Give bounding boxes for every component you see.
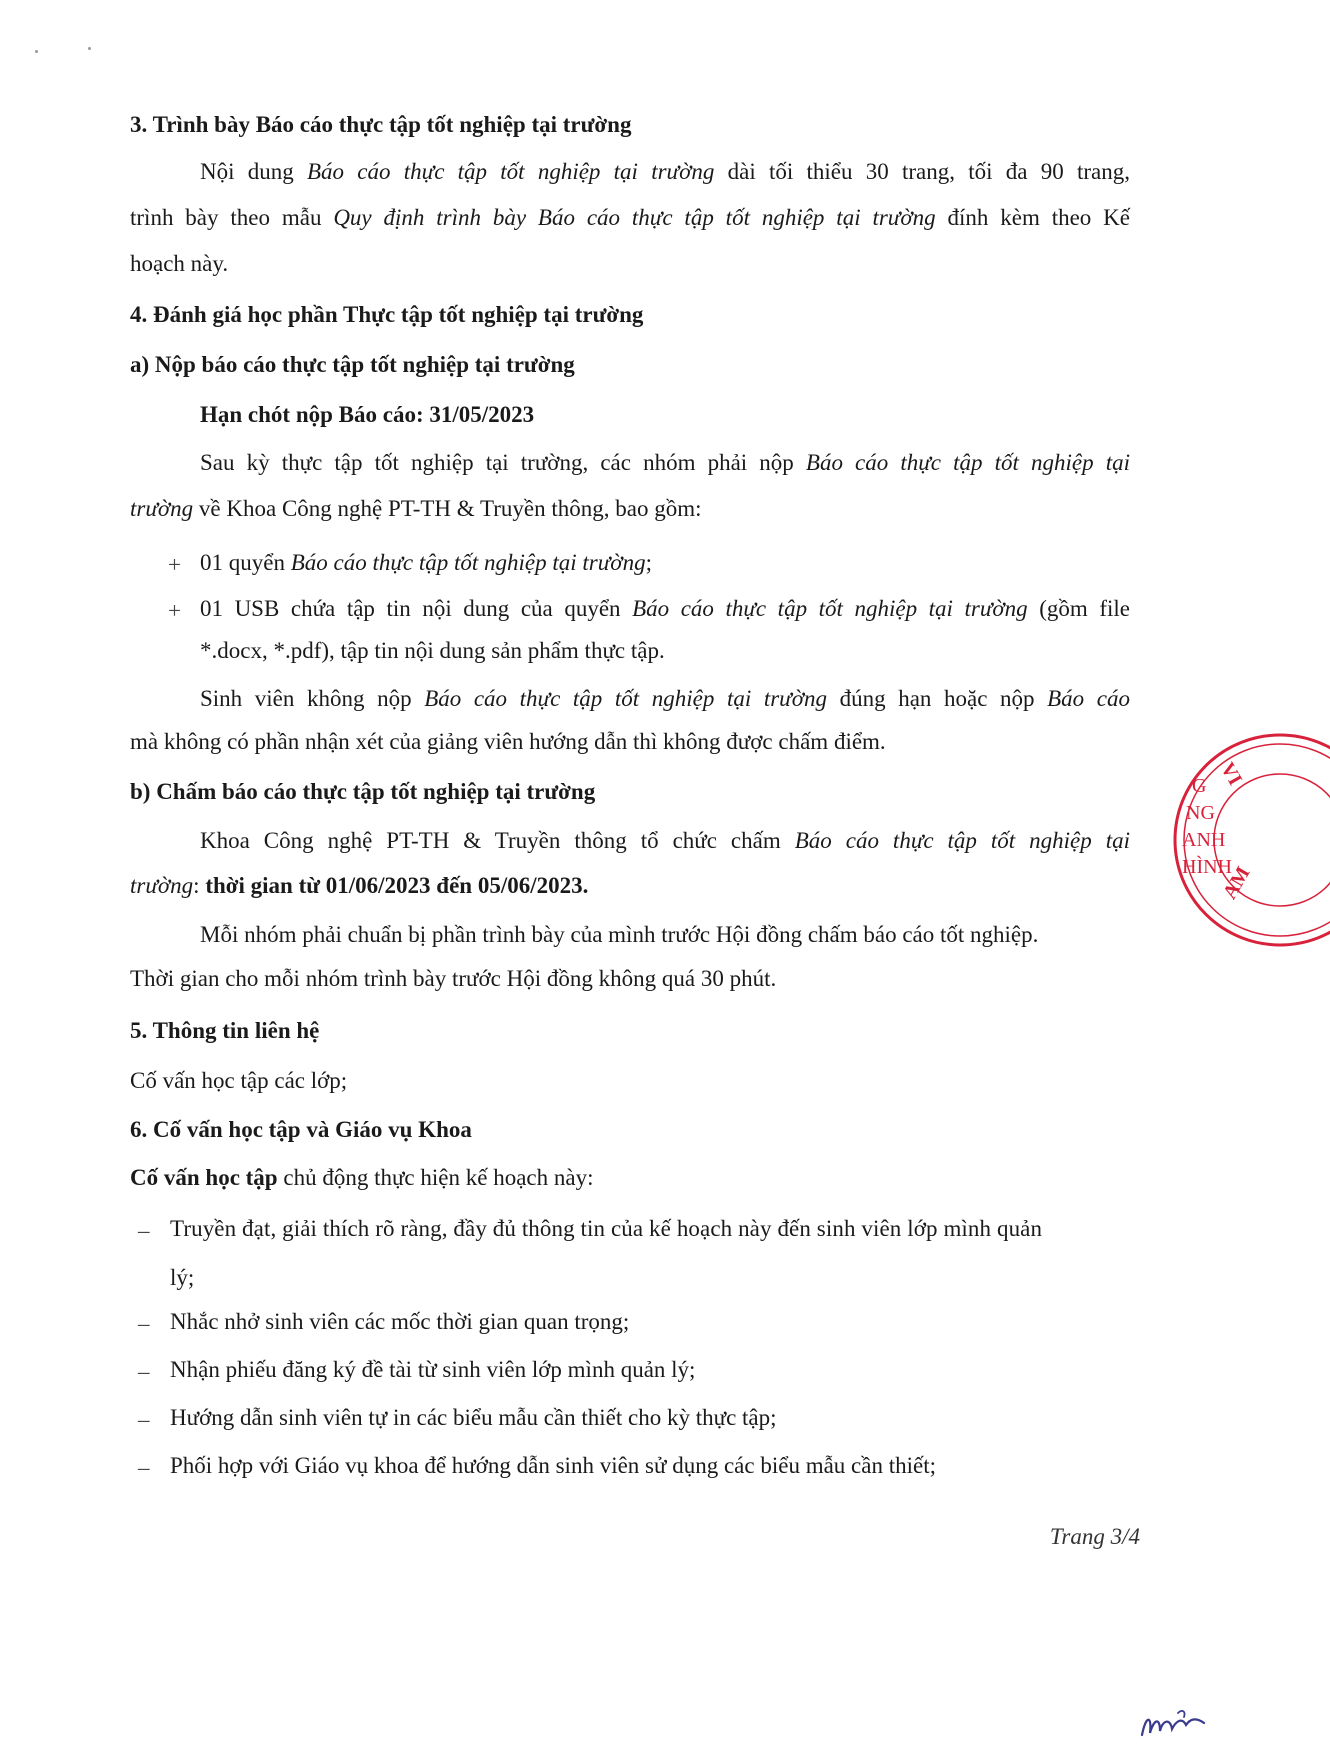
duty-item-2: Nhắc nhở sinh viên các mốc thời gian quan trọng;: [170, 1309, 630, 1334]
scan-speck: [88, 47, 91, 50]
submission-item-2-line-2: *.docx, *.pdf), tập tin nội dung sản phẩm thực tập.: [200, 638, 665, 663]
stamp-line-1: G: [1192, 775, 1207, 797]
dash-bullet-icon: –: [138, 1218, 150, 1243]
section-4b-paragraph-line-3: Mỗi nhóm phải chuẩn bị phần trình bày của mình trước Hội đồng chấm báo cáo tốt nghiệp.: [200, 922, 1039, 947]
dash-bullet-icon: –: [138, 1311, 150, 1336]
section-4a-note-line-2: mà không có phần nhận xét của giảng viên hướng dẫn thì không được chấm điểm.: [130, 729, 886, 754]
section-4b-paragraph-line-1: Khoa Công nghệ PT-TH & Truyền thông tổ chức chấm Báo cáo thực tập tốt nghiệp tại: [200, 828, 1131, 853]
section-6-intro: Cố vấn học tập chủ động thực hiện kế hoạch này:: [130, 1165, 594, 1190]
submission-item-2-line-1: 01 USB chứa tập tin nội dung của quyển Báo cáo thực tập tốt nghiệp tại trường (gồm file: [200, 596, 1130, 621]
duty-item-3: Nhận phiếu đăng ký đề tài từ sinh viên lớp mình quản lý;: [170, 1357, 696, 1382]
section-5-heading: 5. Thông tin liên hệ: [130, 1018, 320, 1043]
section-3-paragraph-line-2: trình bày theo mẫu Quy định trình bày Báo cáo thực tập tốt nghiệp tại trường đính kèm theo Kế: [130, 205, 1130, 230]
section-3-paragraph-line-3: hoạch này.: [130, 251, 229, 276]
section-4-heading: 4. Đánh giá học phần Thực tập tốt nghiệp tại trường: [130, 302, 644, 327]
signature-initials-icon: [1138, 1705, 1210, 1745]
plus-bullet-icon: +: [168, 552, 181, 577]
stamp-arc-text-bottom: AM: [1218, 863, 1255, 903]
dash-bullet-icon: –: [138, 1407, 150, 1432]
deadline-line: Hạn chót nộp Báo cáo: 31/05/2023: [200, 402, 535, 427]
section-4a-paragraph-line-2: trường về Khoa Công nghệ PT-TH & Truyền thông, bao gồm:: [130, 496, 702, 521]
section-4b-paragraph-line-2: trường: thời gian từ 01/06/2023 đến 05/06/2023.: [130, 873, 589, 898]
section-4a-paragraph-line-1: Sau kỳ thực tập tốt nghiệp tại trường, các nhóm phải nộp Báo cáo thực tập tốt nghiệp tại: [200, 450, 1130, 475]
stamp-arc-text-top: VI: [1216, 758, 1247, 790]
duty-item-1-line-1: Truyền đạt, giải thích rõ ràng, đầy đủ thông tin của kế hoạch này đến sinh viên lớp mình quản: [170, 1216, 1043, 1241]
duty-item-1-line-2: lý;: [170, 1265, 195, 1290]
scan-speck: [35, 50, 38, 53]
plus-bullet-icon: +: [168, 598, 181, 623]
section-3-heading: 3. Trình bày Báo cáo thực tập tốt nghiệp tại trường: [130, 112, 632, 137]
section-4b-heading: b) Chấm báo cáo thực tập tốt nghiệp tại trường: [130, 779, 596, 804]
stamp-line-2: NG: [1186, 802, 1215, 824]
stamp-line-4: HÌNH: [1182, 856, 1232, 878]
duty-item-5: Phối hợp với Giáo vụ khoa để hướng dẫn sinh viên sử dụng các biểu mẫu cần thiết;: [170, 1453, 936, 1478]
section-3-paragraph-line-1: Nội dung Báo cáo thực tập tốt nghiệp tại trường dài tối thiểu 30 trang, tối đa 90 trang,: [200, 159, 1130, 184]
dash-bullet-icon: –: [138, 1359, 150, 1384]
section-5-line: Cố vấn học tập các lớp;: [130, 1068, 348, 1093]
section-4a-heading: a) Nộp báo cáo thực tập tốt nghiệp tại trường: [130, 352, 575, 377]
stamp-line-3: ANH: [1182, 829, 1226, 851]
section-6-heading: 6. Cố vấn học tập và Giáo vụ Khoa: [130, 1117, 472, 1142]
official-stamp: [1170, 725, 1330, 955]
submission-item-1: 01 quyển Báo cáo thực tập tốt nghiệp tại trường;: [200, 550, 652, 575]
section-4a-note-line-1: Sinh viên không nộp Báo cáo thực tập tốt nghiệp tại trường đúng hạn hoặc nộp Báo cáo: [200, 686, 1130, 711]
dash-bullet-icon: –: [138, 1455, 150, 1480]
section-4b-paragraph-line-4: Thời gian cho mỗi nhóm trình bày trước Hội đồng không quá 30 phút.: [130, 966, 777, 991]
duty-item-4: Hướng dẫn sinh viên tự in các biểu mẫu cần thiết cho kỳ thực tập;: [170, 1405, 777, 1430]
page-number: Trang 3/4: [1049, 1524, 1140, 1549]
